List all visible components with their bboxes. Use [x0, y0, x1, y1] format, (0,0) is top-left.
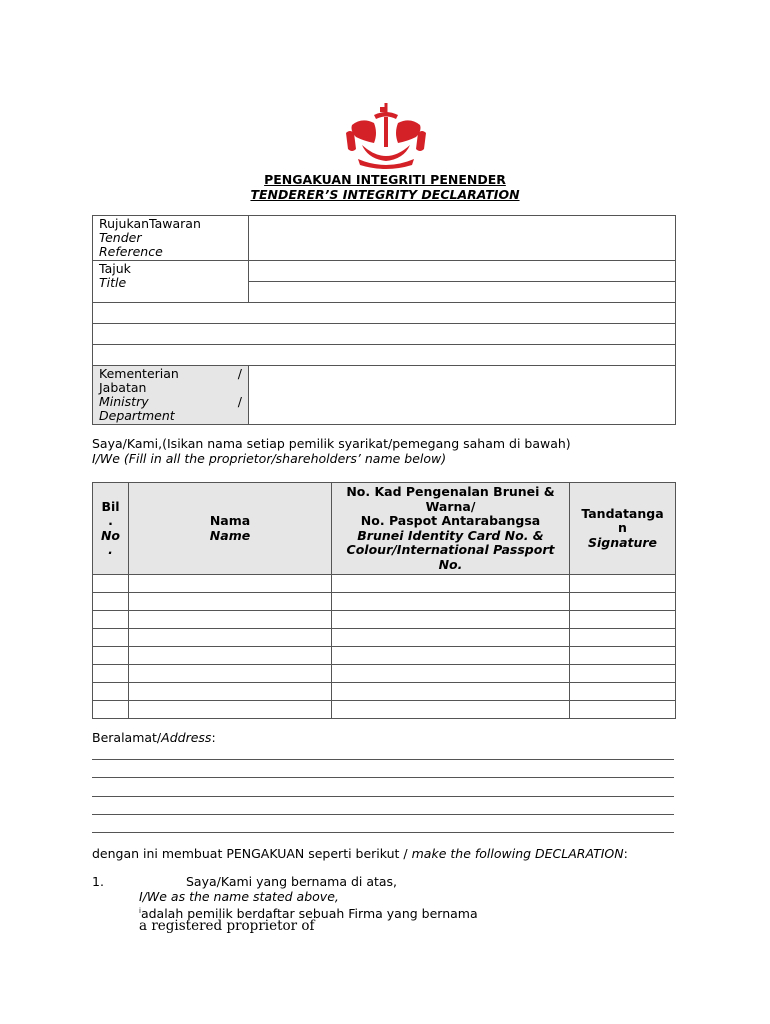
item-malay: Saya/Kami yang bernama di atas, [186, 874, 398, 889]
col-header-signature: Tandatanga n Signature [570, 483, 676, 575]
name-cell[interactable] [129, 575, 332, 593]
id-cell[interactable] [332, 647, 570, 665]
number-cell[interactable] [93, 575, 129, 593]
name-cell[interactable] [129, 593, 332, 611]
signature-cell[interactable] [570, 611, 676, 629]
ministry-label: Kementerian / Jabatan Ministry / Department [93, 366, 249, 425]
address-line-4[interactable] [92, 814, 674, 815]
col-header-name: Nama Name [129, 483, 332, 575]
id-cell[interactable] [332, 701, 570, 719]
title-field-line-1[interactable] [249, 261, 676, 282]
shareholder-table [92, 482, 676, 719]
signature-cell[interactable] [570, 701, 676, 719]
signature-cell[interactable] [570, 629, 676, 647]
table-row [93, 611, 676, 629]
signature-cell[interactable] [570, 593, 676, 611]
col-header-number: Bil . No . [93, 483, 129, 575]
number-cell[interactable] [93, 611, 129, 629]
proprietor-english: a registered proprietor of [139, 918, 315, 934]
table-row [93, 701, 676, 719]
col-header-id: No. Kad Pengenalan Brunei & Warna/ No. Paspot Antarabangsa Brunei Identity Card No. & Colour/International Passport No. [332, 483, 570, 575]
table-row [93, 575, 676, 593]
address-line-3[interactable] [92, 796, 674, 797]
number-cell[interactable] [93, 701, 129, 719]
number-cell[interactable] [93, 683, 129, 701]
table-row [93, 629, 676, 647]
address-line-5[interactable] [92, 832, 674, 833]
title-field-line-2[interactable] [249, 282, 676, 303]
title-field-line-3[interactable] [93, 303, 676, 324]
proprietor-malay: $^i$adalah pemilik berdaftar sebuah Firma yang bernama [139, 906, 478, 922]
id-cell[interactable] [332, 611, 570, 629]
title-field-line-5[interactable] [93, 345, 676, 366]
id-cell[interactable] [332, 575, 570, 593]
declaration-intro: dengan ini membuat PENGAKUAN seperti berikut / make the following DECLARATION: [92, 846, 628, 861]
name-cell[interactable] [129, 629, 332, 647]
number-cell[interactable] [93, 629, 129, 647]
id-cell[interactable] [332, 683, 570, 701]
tender-reference-label: RujukanTawaran Tender Reference [93, 216, 249, 261]
id-cell[interactable] [332, 593, 570, 611]
name-cell[interactable] [129, 647, 332, 665]
ministry-field[interactable] [249, 366, 676, 425]
address-label: Beralamat/Address: [92, 730, 216, 745]
tender-reference-field[interactable] [249, 216, 676, 261]
title-english: TENDERER’S INTEGRITY DECLARATION [250, 187, 520, 202]
item-number: 1. [92, 874, 104, 889]
title-label: Tajuk Title [93, 261, 249, 303]
id-cell[interactable] [332, 629, 570, 647]
signature-cell[interactable] [570, 647, 676, 665]
brunei-crest-icon [344, 103, 428, 169]
number-cell[interactable] [93, 593, 129, 611]
name-cell[interactable] [129, 665, 332, 683]
title-field-line-4[interactable] [93, 324, 676, 345]
address-line-1[interactable] [92, 759, 674, 760]
number-cell[interactable] [93, 647, 129, 665]
signature-cell[interactable] [570, 665, 676, 683]
name-cell[interactable] [129, 683, 332, 701]
id-cell[interactable] [332, 665, 570, 683]
number-cell[interactable] [93, 665, 129, 683]
table-row [93, 593, 676, 611]
tender-info-table [92, 215, 676, 425]
name-cell[interactable] [129, 701, 332, 719]
instruction-malay: Saya/Kami,(Isikan nama setiap pemilik syarikat/pemegang saham di bawah) [92, 436, 571, 451]
item-english: I/We as the name stated above, [139, 889, 339, 904]
instruction-english: I/We (Fill in all the proprietor/shareholders’ name below) [92, 451, 447, 466]
signature-cell[interactable] [570, 683, 676, 701]
address-line-2[interactable] [92, 777, 674, 778]
table-row [93, 683, 676, 701]
title-malay: PENGAKUAN INTEGRITI PENENDER [264, 172, 506, 187]
name-cell[interactable] [129, 611, 332, 629]
table-row [93, 647, 676, 665]
table-row [93, 665, 676, 683]
signature-cell[interactable] [570, 575, 676, 593]
